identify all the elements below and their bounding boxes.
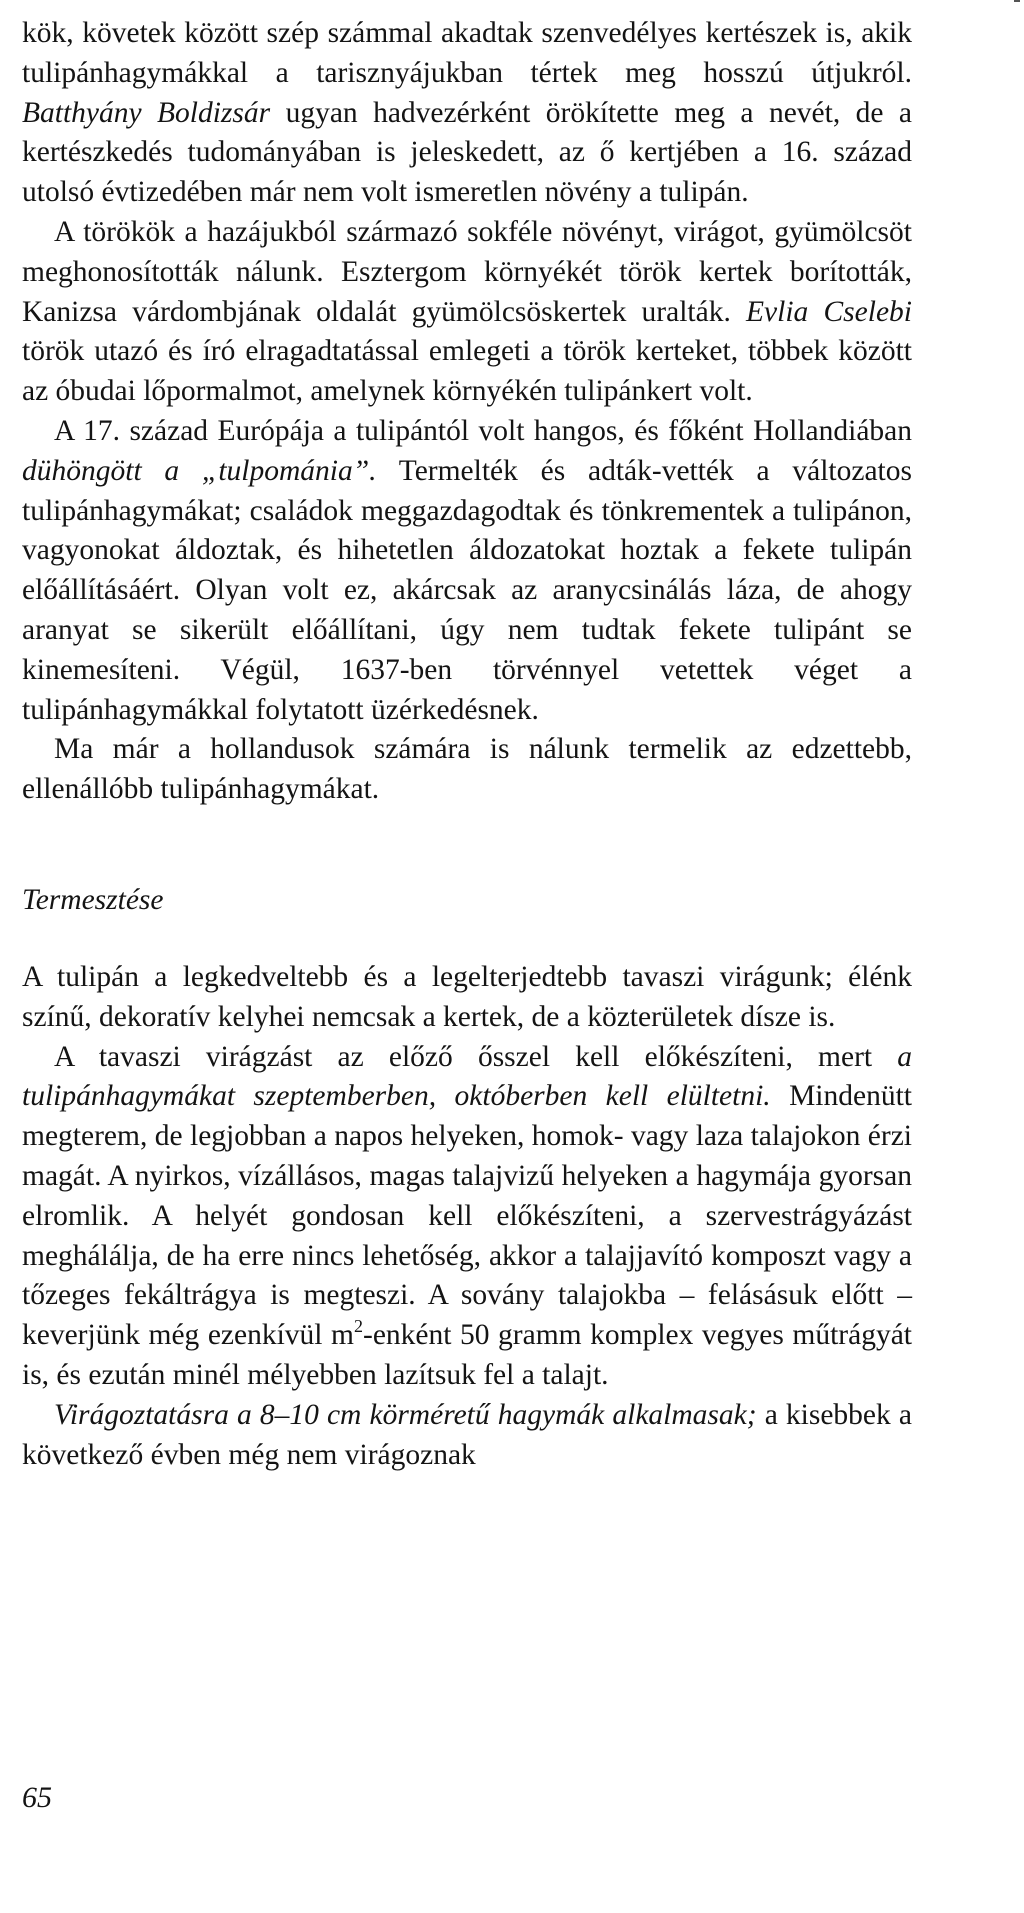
paragraph-dutch-bulbs: Ma már a hollandusok számára is nálunk termelik az edzettebb, ellenállóbb tulipánhagymákat.	[22, 733, 912, 806]
italic-name: Batthyány Boldizsár	[22, 96, 271, 129]
paragraph-bulb-size	[22, 1396, 912, 1476]
scan-corner-mark	[1014, 0, 1020, 2]
section-heading: Termesztése	[22, 883, 164, 916]
paragraph-spring-flower: A tulipán a legkedveltebb és a legelterjedtebb tavaszi virágunk; élénk színű, dekoratív kelyhei nemcsak a kertek, de a közterületek dísze is.	[22, 960, 912, 1033]
italic-phrase: a tulipánhagymákat szeptemberben, októberben kell elültetni.	[22, 1040, 912, 1113]
text-run: A 17. század Európája a tulipántól volt hangos, és főként Hollandiában	[54, 414, 912, 447]
paragraph-planting	[22, 1038, 912, 1396]
text-run: Termelték és adták-vették a változatos tulipánhagymákat; családok meggazdagodtak és tönkrementek a tulipánon, vagyonokat áldoztak, és hihetetlen áldozatokat hoztak a fekete tulipán előállításáért. Olyan volt ez, akárcsak az aranycsinálás láza, de ahogy aranyat se sikerült előállítani, úgy nem tudtak fekete tulipánt se kinemesíteni. Végül, 1637-ben törvénnyel vetettek véget a tulipánhagymákkal folytatott üzérkedésnek.	[22, 454, 912, 726]
italic-name: Evlia Cselebi	[746, 295, 912, 328]
text-run: -enként 50 gramm komplex vegyes műtrágyát is, és ezután minél mélyebben lazítsuk fel a talajt.	[22, 1319, 912, 1391]
paragraph-tulipmania	[22, 412, 912, 730]
text-run: A tavaszi virágzást az előző ősszel kell előkészíteni, mert	[54, 1040, 898, 1073]
italic-phrase: Virágoztatásra a 8–10 cm körméretű hagymák alkalmasak;	[54, 1398, 757, 1431]
text-run: a kisebbek a következő évben még nem virágoznak	[22, 1398, 912, 1471]
page-body	[22, 14, 912, 1475]
text-run: török utazó és író elragadtatással emlegeti a török kerteket, többek között az óbudai lőpormalmot, amelynek környékén tulipánkert volt.	[22, 335, 912, 408]
text-run: ugyan hadvezérként örökítette meg a nevét, de a kertészkedés tudományában is jeleskedett, az ő kertjében a 16. század utolsó évtizedében már nem volt ismeretlen növény a tulipán.	[22, 96, 912, 209]
page-number: 65	[22, 1781, 52, 1814]
paragraph-turkish-gardens	[22, 213, 912, 412]
text-run: A törökök a hazájukból származó sokféle növényt, virágot, gyümölcsöt meghonosították nálunk. Esztergom környékét török kertek borították, Kanizsa várdombjának oldalát gyümölcsöskertek uralták.	[22, 215, 912, 328]
paragraph-batthyany	[22, 14, 912, 213]
text-run: kök, követek között szép számmal akadtak szenvedélyes kertészek is, akik tulipánhagymákkal a tarisznyájukban tértek meg hosszú útjukról.	[22, 17, 912, 89]
italic-phrase: dühöngött a „tulpománia”.	[22, 454, 377, 487]
superscript: 2	[354, 1316, 363, 1337]
text-run: Mindenütt megterem, de legjobban a napos helyeken, homok- vagy laza talajokon érzi magát. A nyirkos, vízállásos, magas talajvizű helyeken a hagymája gyorsan elromlik. A helyét gondosan kell előkészíteni, a szervestrágyázást meghálálja, de ha erre nincs lehetőség, akkor a talajjavító komposzt vagy a tőzeges fekáltrágya is megteszi. A sovány talajokba – felásásuk előtt – keverjünk még ezenkívül m	[22, 1080, 912, 1352]
